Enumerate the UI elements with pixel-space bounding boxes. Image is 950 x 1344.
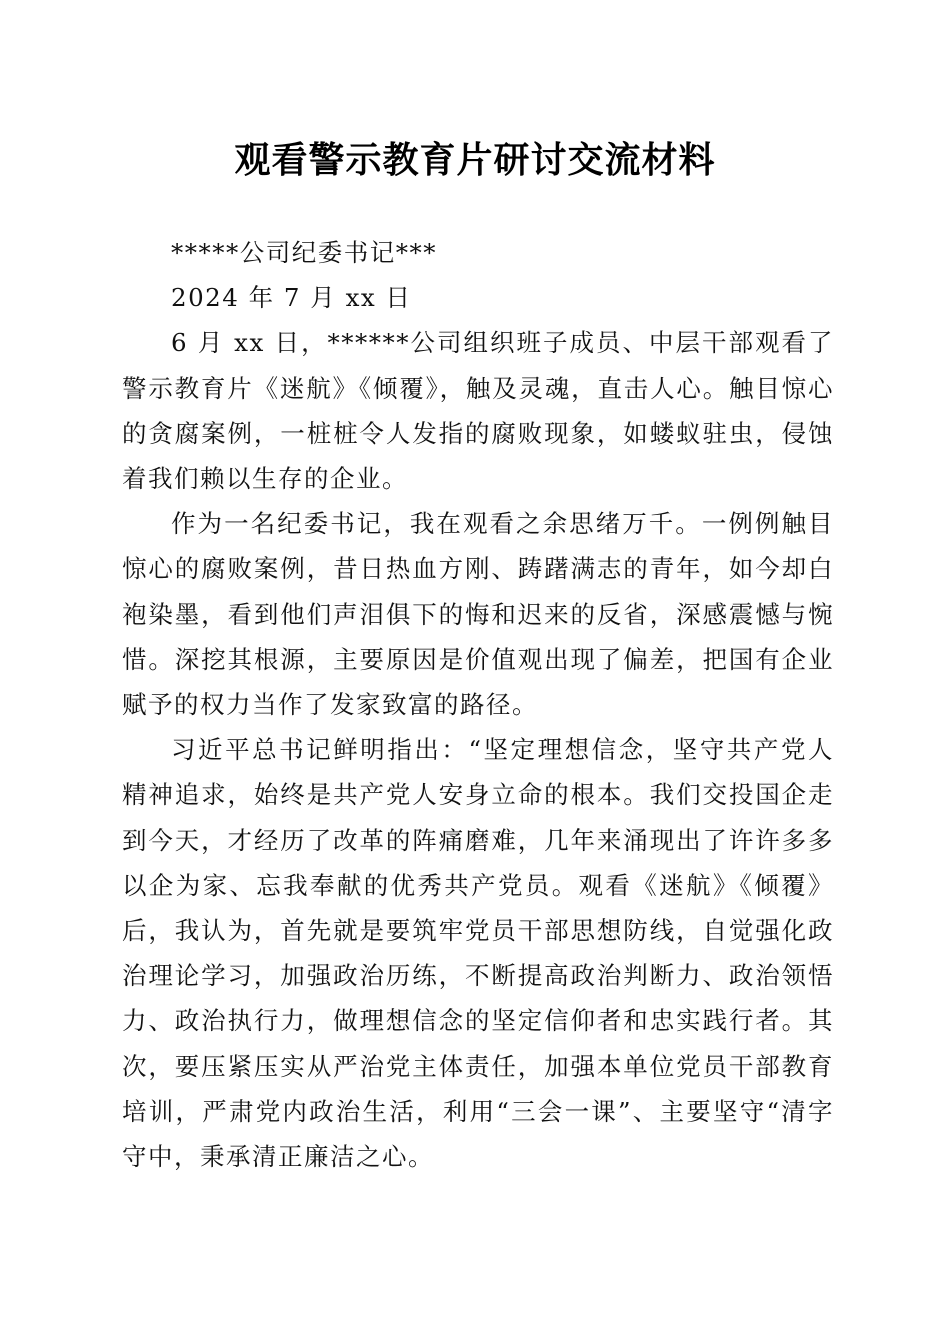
document-body — [122, 230, 834, 1179]
paragraph-1: 6 月 xx 日，******公司组织班子成员、中层干部观看了警示教育片《迷航》《倾覆》，触及灵魂，直击人心。触目惊心的贪腐案例，一桩桩令人发指的腐败现象，如蝼蚁驻虫，侵蚀着我们赖以生存的企业。 — [122, 328, 834, 494]
paragraph-2: 作为一名纪委书记，我在观看之余思绪万千。一例例触目惊心的腐败案例，昔日热血方刚、踌躇满志的青年，如今却白袍染墨，看到他们声泪俱下的悔和迟来的反省，深感震憾与惋惜。深挖其根源，主要原因是价值观出现了偏差，把国有企业赋予的权力当作了发家致富的路径。 — [122, 509, 834, 720]
paragraph-3: 习近平总书记鲜明指出：“坚定理想信念，坚守共产党人精神追求，始终是共产党人安身立命的根本。我们交投国企走到今天，才经历了改革的阵痛磨难，几年来涌现出了许许多多以企为家、忘我奉献的优秀共产党员。观看《迷航》《倾覆》后，我认为，首先就是要筑牢党员干部思想防线，自觉强化政治理论学习，加强政治历练，不断提高政治判断力、政治领悟力、政治执行力，做理想信念的坚定信仰者和忠实践行者。其次，要压紧压实从严治党主体责任，加强本单位党员干部教育培训，严肃党内政治生活，利用“三会一课”、主要坚守“清字守中，秉承清正廉洁之心。 — [122, 735, 834, 1172]
date-line: 2024 年 7 月 xx 日 — [171, 283, 412, 313]
author-line: *****公司纪委书记*** — [171, 238, 437, 267]
document-title: 观看警示教育片研讨交流材料 — [234, 139, 716, 181]
